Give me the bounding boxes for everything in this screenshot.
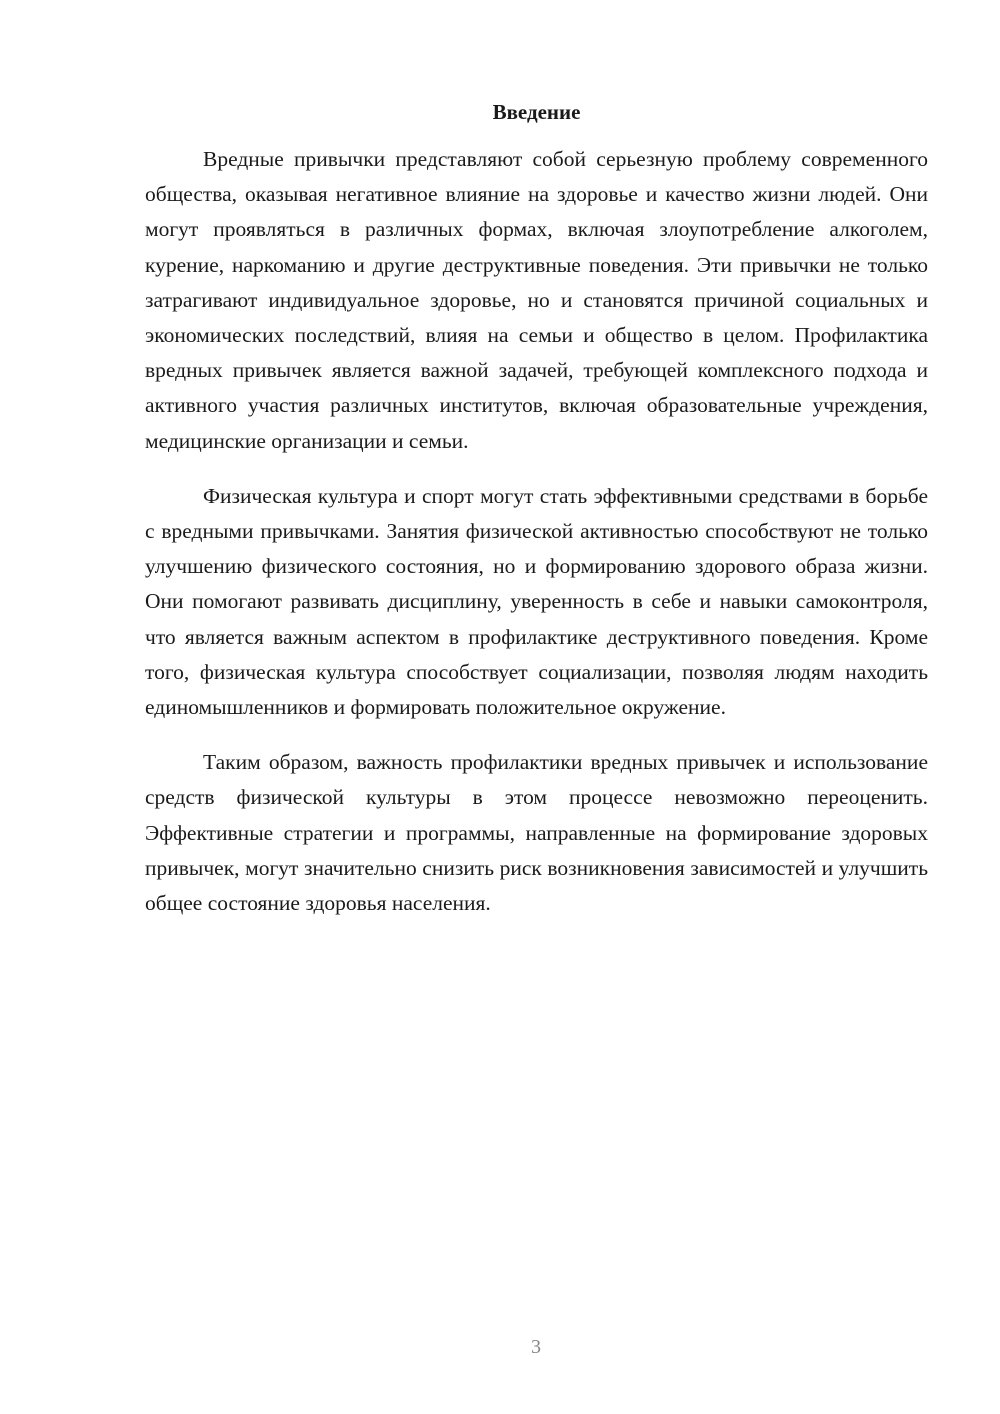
paragraph-2: Физическая культура и спорт могут стать эффективными средствами в борьбе с вредными привычками. Занятия физической активностью способствуют не только улучшению физического состояния, но и формированию здорового образа жизни. Они помогают развивать дисциплину, уверенность в себе и навыки самоконтроля, что является важным аспектом в профилактике деструктивного поведения. Кроме того, физическая культура способствует социализации, позволяя людям находить единомышленников и формировать положительное окружение. [145, 483, 928, 720]
paragraph-1: Вредные привычки представляют собой серьезную проблему современного общества, оказывая негативное влияние на здоровье и качество жизни людей. Они могут проявляться в различных формах, включая злоупотребление алкоголем, курение, наркоманию и другие деструктивные поведения. Эти привычки не только затрагивают индивидуальное здоровье, но и становятся причиной социальных и экономических последствий, влияя на семьи и общество в целом. Профилактика вредных привычек является важной задачей, требующей комплексного подхода и активного участия различных институтов, включая образовательные учреждения, медицинские организации и семьи. [145, 147, 928, 453]
paragraph-3: Таким образом, важность профилактики вредных привычек и использование средств физической культуры в этом процессе невозможно переоценить. Эффективные стратегии и программы, направленные на формирование здоровых привычек, могут значительно снизить риск возникновения зависимостей и улучшить общее состояние здоровья населения. [145, 750, 928, 916]
body-text [145, 142, 928, 941]
page-number: 3 [531, 1336, 541, 1358]
section-heading: Введение [492, 100, 581, 124]
